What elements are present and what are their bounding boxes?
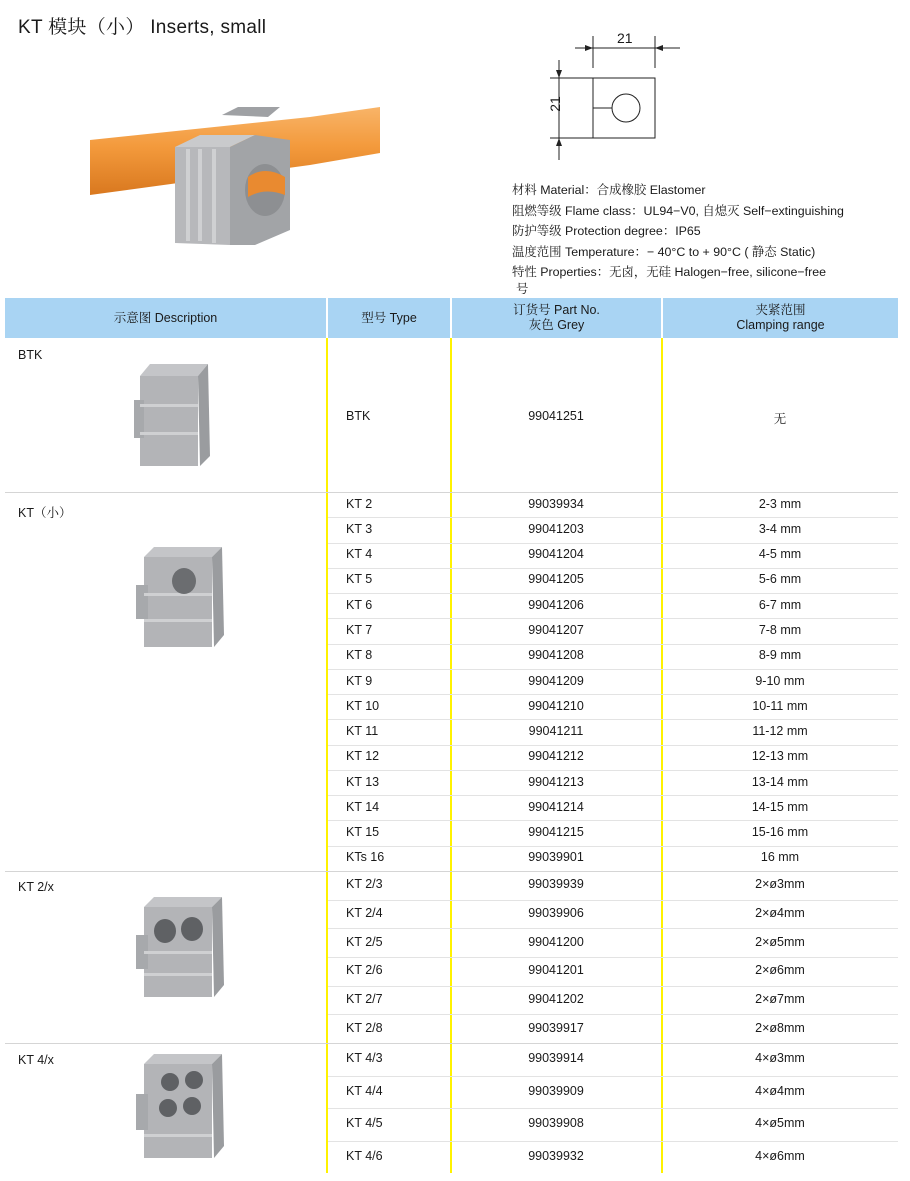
row-part-no: 99041213 [528, 774, 584, 789]
row-separator [328, 957, 898, 958]
row-separator [328, 846, 898, 847]
row-clamping-range: 14-15 mm [751, 799, 809, 814]
spec-temperature: 温度范围 Temperature：− 40°C to + 90°C ( 静态 Static) [512, 244, 816, 259]
row-type: KT 8 [346, 648, 373, 663]
group-name: KT 4/x [18, 1053, 54, 1067]
row-type: KT 4/5 [346, 1116, 383, 1131]
row-clamping-range: 4×ø5mm [755, 1116, 805, 1131]
row-separator [328, 568, 898, 569]
row-separator [328, 986, 898, 987]
row-type: KT 6 [346, 597, 373, 612]
kt2-insert-icon [130, 893, 230, 1005]
row-separator [328, 745, 898, 746]
row-part-no: 99041251 [528, 409, 584, 423]
row-part-no: 99041206 [528, 597, 584, 612]
kt4-insert-icon [130, 1050, 230, 1166]
row-part-no: 99041207 [528, 622, 584, 637]
row-type: KT 13 [346, 774, 380, 789]
row-type: KT 2/8 [346, 1020, 383, 1035]
row-part-no: 99041205 [528, 572, 584, 587]
header-clamping-range: 夹紧范围 Clamping range [663, 298, 898, 338]
row-part-no: 99039914 [528, 1051, 584, 1066]
row-type: KT 2 [346, 496, 373, 511]
group-separator [5, 1043, 898, 1044]
row-part-no: 99041200 [528, 934, 584, 949]
row-separator [328, 543, 898, 544]
row-type: KT 4/4 [346, 1083, 383, 1098]
row-clamping-range: 4-5 mm [758, 547, 802, 562]
row-part-no: 99041208 [528, 648, 584, 663]
row-clamping-range: 12-13 mm [751, 749, 809, 764]
row-type: KT 7 [346, 622, 373, 637]
row-clamping-range: 15-16 mm [751, 825, 809, 840]
row-clamping-range: 10-11 mm [752, 698, 808, 713]
row-clamping-range: 2×ø7mm [755, 992, 805, 1006]
spec-protection: 防护等级 Protection degree：IP65 [512, 224, 701, 239]
dimension-height: 21 [546, 96, 563, 112]
row-clamping-range: 2×ø3mm [755, 877, 805, 892]
row-part-no: 99039934 [528, 496, 584, 511]
row-type: KT 15 [346, 825, 380, 840]
row-type: KT 12 [346, 749, 380, 764]
group-name: KT（小） [18, 506, 72, 520]
row-separator [328, 618, 898, 619]
row-type: KT 10 [346, 698, 380, 713]
row-part-no: 99041204 [528, 547, 584, 562]
row-clamping-range: 4×ø6mm [755, 1148, 805, 1163]
group-separator [5, 871, 898, 872]
row-part-no: 99039901 [528, 850, 584, 865]
row-separator [328, 900, 898, 901]
row-separator [328, 1108, 898, 1109]
row-type: KT 11 [346, 724, 379, 739]
row-clamping-range: 5-6 mm [758, 572, 802, 587]
row-clamping-range: 无 [773, 412, 787, 426]
group-separator [5, 492, 898, 493]
row-type: KT 5 [346, 572, 373, 587]
row-clamping-range: 2×ø5mm [755, 934, 805, 949]
row-separator [328, 644, 898, 645]
row-separator [328, 820, 898, 821]
row-separator [328, 928, 898, 929]
row-clamping-range: 2×ø6mm [755, 963, 805, 978]
row-part-no: 99039909 [528, 1083, 584, 1098]
column-divider [326, 338, 328, 1173]
row-part-no: 99041214 [528, 799, 584, 814]
row-part-no: 99041203 [528, 521, 584, 536]
row-separator [328, 770, 898, 771]
row-clamping-range: 3-4 mm [758, 521, 802, 536]
row-type: KT 4/3 [346, 1051, 383, 1066]
group-name: BTK [18, 348, 43, 362]
row-part-no: 99041211 [528, 724, 584, 739]
group-name: KT 2/x [18, 880, 54, 894]
row-separator [328, 593, 898, 594]
cable-insert-photo [90, 95, 390, 255]
row-type: KT 9 [346, 673, 373, 688]
row-part-no: 99041212 [528, 749, 584, 764]
row-part-no: 99039932 [528, 1148, 584, 1163]
row-part-no: 99041209 [528, 673, 584, 688]
row-type: KT 2/5 [346, 934, 383, 949]
specifications [512, 180, 844, 296]
row-clamping-range: 13-14 mm [751, 774, 809, 789]
row-separator [328, 694, 898, 695]
row-clamping-range: 2×ø8mm [755, 1020, 805, 1035]
row-separator [328, 795, 898, 796]
row-separator [328, 719, 898, 720]
row-clamping-range: 4×ø4mm [755, 1083, 805, 1098]
row-separator [328, 669, 898, 670]
dimension-width: 21 [617, 30, 633, 46]
row-type: KT 2/7 [346, 992, 383, 1006]
row-type: KT 4 [346, 547, 373, 562]
row-separator [328, 517, 898, 518]
header-description: 示意图 Description [5, 298, 326, 338]
row-part-no: 99041201 [528, 963, 584, 978]
row-clamping-range: 2×ø4mm [755, 906, 805, 920]
row-type: KT 3 [346, 521, 373, 536]
row-type: KT 4/6 [346, 1148, 383, 1163]
spec-overflow: 号 [516, 281, 529, 296]
row-clamping-range: 11-12 mm [752, 724, 808, 739]
row-part-no: 99039908 [528, 1116, 584, 1131]
row-separator [328, 1141, 898, 1142]
row-separator [328, 1076, 898, 1077]
row-clamping-range: 7-8 mm [758, 622, 802, 637]
header-part-no: 订货号 Part No. 灰色 Grey [452, 298, 661, 338]
btk-insert-icon [130, 358, 220, 470]
row-type: KT 14 [346, 799, 380, 814]
page-title: KT 模块（小） Inserts, small [18, 17, 267, 38]
row-type: KTs 16 [346, 850, 385, 865]
row-part-no: 99041210 [528, 698, 584, 713]
header-type: 型号 Type [328, 298, 450, 338]
spec-properties: 特性 Properties：无卤，无硅 Halogen−free, silicone−free [512, 265, 827, 280]
row-type: BTK [346, 409, 371, 423]
spec-flame-class: 阻燃等级 Flame class：UL94−V0, 自熄灭 Self−extinguishing [512, 203, 844, 218]
spec-material: 材料 Material：合成橡胶 Elastomer [512, 183, 706, 197]
dimension-drawing [545, 28, 695, 168]
row-separator [328, 1014, 898, 1015]
row-clamping-range: 8-9 mm [758, 648, 802, 663]
row-part-no: 99039917 [528, 1020, 584, 1035]
row-type: KT 2/3 [346, 877, 383, 892]
kt-insert-icon [130, 543, 230, 655]
row-type: KT 2/4 [346, 906, 383, 920]
row-part-no: 99039939 [528, 877, 584, 892]
row-part-no: 99041202 [528, 992, 584, 1006]
row-clamping-range: 4×ø3mm [755, 1051, 805, 1066]
row-clamping-range: 6-7 mm [758, 597, 802, 612]
row-clamping-range: 9-10 mm [755, 673, 805, 688]
row-type: KT 2/6 [346, 963, 383, 978]
row-clamping-range: 2-3 mm [758, 496, 802, 511]
row-part-no: 99041215 [528, 825, 584, 840]
row-clamping-range: 16 mm [760, 850, 800, 865]
row-part-no: 99039906 [528, 906, 584, 920]
